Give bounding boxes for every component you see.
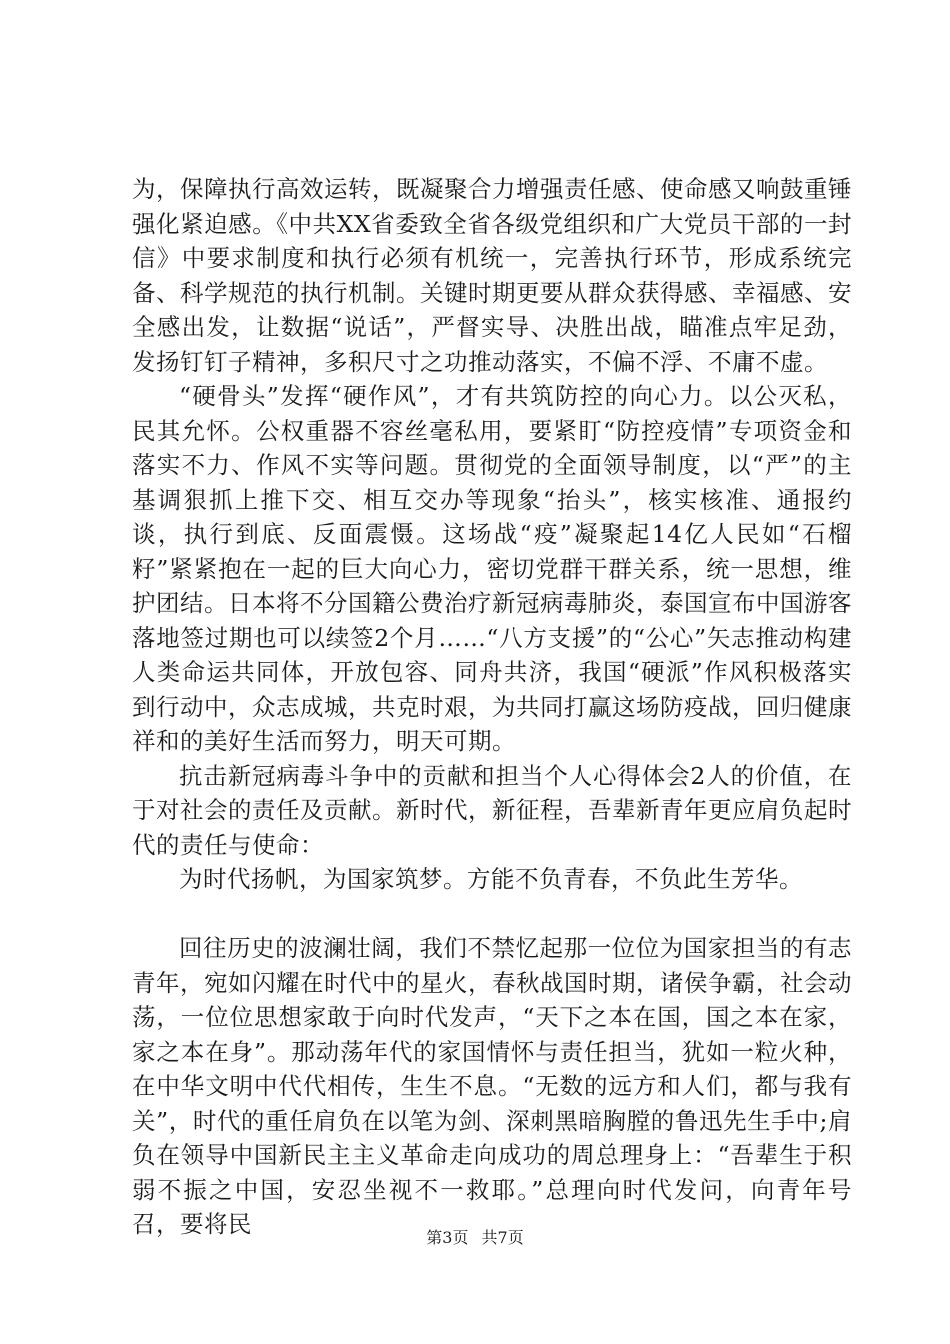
paragraph-1: 为，保障执行高效运转，既凝聚合力增强责任感、使命感又响鼓重锤强化紧迫感。《中共XX省委致全省各级党组织和广大党员干部的一封信》中要求制度和执行必须有机统一，完善执行环节，形成系统完备、科学规范的执行机制。关键时期更要从群众获得感、幸福感、安全感出发，让数据“说话”，严督实导、决胜出战，瞄准点牢足劲，发扬钉钉子精神，多积尺寸之功推动落实，不偏不浮、不庸不虚。: [132, 175, 852, 376]
document-body: [132, 172, 852, 1242]
page-number: 第3页: [426, 1228, 469, 1247]
paragraph-3: 抗击新冠病毒斗争中的贡献和担当个人心得体会2人的价值，在于对社会的责任及贡献。新时代，新征程，吾辈新青年更应肩负起时代的责任与使命：: [132, 761, 852, 859]
page-footer: [0, 1227, 950, 1249]
blank-line: [132, 897, 852, 932]
paragraph-4: 为时代扬帆，为国家筑梦。方能不负青春，不负此生芳华。: [179, 865, 803, 893]
page-total: 共7页: [481, 1228, 524, 1247]
paragraph-2: “硬骨头”发挥“硬作风”，才有共筑防控的向心力。以公灭私，民其允怀。公权重器不容丝毫私用，要紧盯“防控疫情”专项资金和落实不力、作风不实等问题。贯彻党的全面领导制度，以“严”的主基调狠抓上推下交、相互交办等现象“抬头”，核实核准、通报约谈，执行到底、反面震慑。这场战“疫”凝聚起14亿人民如“石榴籽”紧紧抱在一起的巨大向心力，密切党群干群关系，统一思想，维护团结。日本将不分国籍公费治疗新冠病毒肺炎，泰国宣布中国游客落地签过期也可以续签2个月……“八方支援”的“公心”矢志推动构建人类命运共同体，开放包容、同舟共济，我国“硬派”作风积极落实到行动中，众志成城，共克时艰，为共同打赢这场防疫战，回归健康祥和的美好生活而努力，明天可期。: [132, 382, 852, 755]
paragraph-5: 回往历史的波澜壮阔，我们不禁忆起那一位位为国家担当的有志青年，宛如闪耀在时代中的星火，春秋战国时期，诸侯争霸，社会动荡，一位位思想家敢于向时代发声，“天下之本在国，国之本在家，家之本在身”。那动荡年代的家国情怀与责任担当，犹如一粒火种，在中华文明中代代相传，生生不息。“无数的远方和人们，都与我有关”，时代的重任肩负在以笔为剑、深刺黑暗胸膛的鲁迅先生手中;肩负在领导中国新民主主义革命走向成功的周总理身上：“吾辈生于积弱不振之中国，安忍坐视不一救耶。”总理向时代发问，向青年号召，要将民: [132, 934, 852, 1238]
